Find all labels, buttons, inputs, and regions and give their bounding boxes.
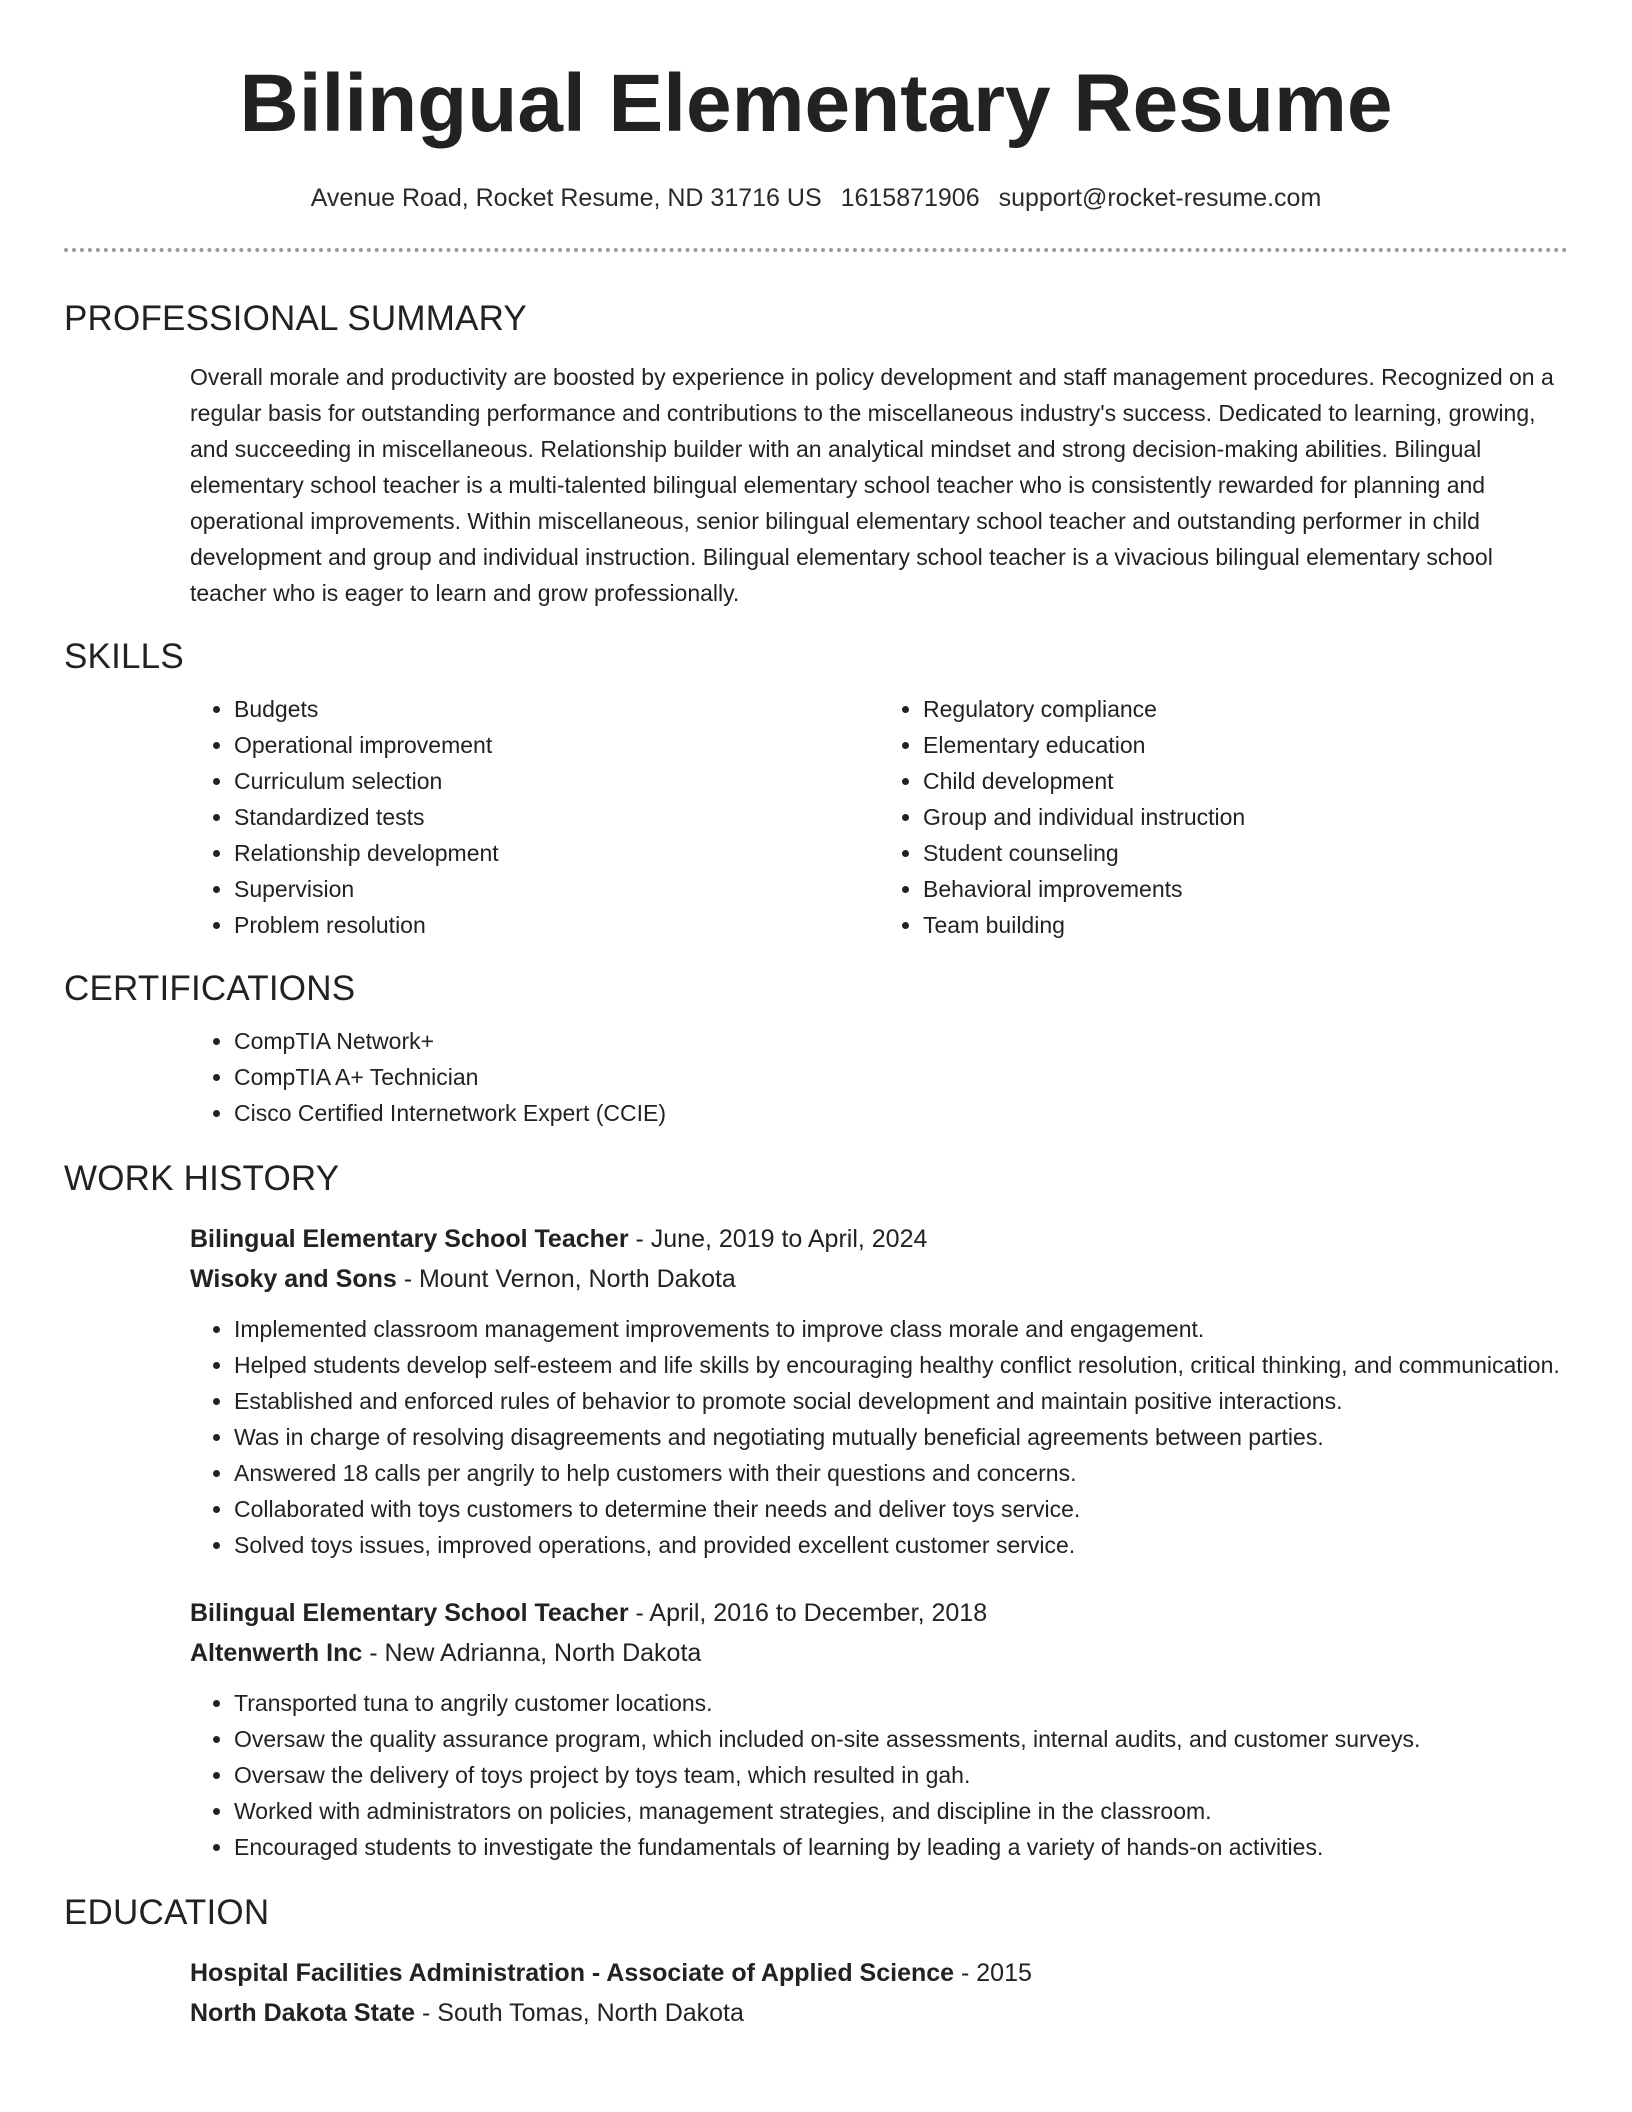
skill-item: • Team building (923, 907, 1568, 943)
skill-item: • Budgets (234, 691, 879, 727)
contact-phone: 1615871906 (840, 184, 980, 212)
job-bullets (190, 1311, 1568, 1563)
job-company-line (190, 1633, 1568, 1673)
job-bullets (190, 1685, 1568, 1865)
skill-item: • Elementary education (923, 727, 1568, 763)
job-location: - New Adrianna, North Dakota (362, 1639, 702, 1667)
job-location: - Mount Vernon, North Dakota (396, 1265, 736, 1293)
job-dates: - June, 2019 to April, 2024 (628, 1225, 928, 1253)
job-bullet: • Established and enforced rules of behavior to promote social development and maintain positive interactions. (234, 1383, 1568, 1419)
job-company: Altenwerth Inc (190, 1639, 363, 1667)
skill-item: • Child development (923, 763, 1568, 799)
education-school-line (190, 1993, 1568, 2033)
skill-item: • Problem resolution (234, 907, 879, 943)
resume-page (64, 0, 1568, 2033)
summary-heading: PROFESSIONAL SUMMARY (64, 299, 527, 338)
skill-item: • Supervision (234, 871, 879, 907)
job-title: Bilingual Elementary School Teacher (190, 1225, 629, 1253)
certification-item: • CompTIA A+ Technician (234, 1059, 1568, 1095)
skills-list-left (190, 691, 879, 943)
job-company-line (190, 1259, 1568, 1299)
certifications-section (64, 969, 1568, 1131)
skills-grid (190, 691, 1568, 943)
job-bullet: • Answered 18 calls per angrily to help customers with their questions and concerns. (234, 1455, 1568, 1491)
skill-item: • Behavioral improvements (923, 871, 1568, 907)
certifications-heading: CERTIFICATIONS (64, 969, 356, 1008)
job-bullet: • Oversaw the delivery of toys project by toys team, which resulted in gah. (234, 1757, 1568, 1793)
work-history-heading: WORK HISTORY (64, 1159, 340, 1198)
work-history-section (64, 1159, 1568, 1865)
certification-item: • CompTIA Network+ (234, 1023, 1568, 1059)
job-entry (190, 1219, 1568, 1563)
job-bullet: • Collaborated with toys customers to determine their needs and deliver toys service. (234, 1491, 1568, 1527)
skill-item: • Student counseling (923, 835, 1568, 871)
skill-item: • Standardized tests (234, 799, 879, 835)
certification-item: • Cisco Certified Internetwork Expert (CCIE) (234, 1095, 1568, 1131)
job-bullet: • Helped students develop self-esteem and life skills by encouraging healthy conflict resolution, critical thinking, and communication. (234, 1347, 1568, 1383)
education-location: - South Tomas, North Dakota (415, 1999, 744, 2027)
resume-title: Bilingual Elementary Resume (239, 58, 1393, 149)
job-company: Wisoky and Sons (190, 1265, 397, 1293)
skill-item: • Group and individual instruction (923, 799, 1568, 835)
certifications-list (190, 1023, 1568, 1131)
summary-section (64, 299, 1568, 611)
summary-text: Overall morale and productivity are boosted by experience in policy development and staff management procedures. Recognized on a regular basis for outstanding performance and contributions to the miscellaneous industry's success. Dedicated to learning, growing, and succeeding in miscellaneous. Relationship builder with an analytical mindset and strong decision-making abilities. Bilingual elementary school teacher is a multi-talented bilingual elementary school teacher who is consistently rewarded for planning and operational improvements. Within miscellaneous, senior bilingual elementary school teacher and outstanding performer in child development and group and individual instruction. Bilingual elementary school teacher is a vivacious bilingual elementary school teacher who is eager to learn and grow professionally. (190, 364, 1554, 606)
job-bullet: • Oversaw the quality assurance program, which included on-site assessments, internal audits, and customer surveys. (234, 1721, 1568, 1757)
education-heading: EDUCATION (64, 1893, 270, 1932)
job-dates: - April, 2016 to December, 2018 (628, 1599, 988, 1627)
education-year: - 2015 (954, 1959, 1032, 1987)
job-entry (190, 1593, 1568, 1865)
education-degree-line (190, 1953, 1568, 1993)
skill-item: • Regulatory compliance (923, 691, 1568, 727)
job-bullet: • Solved toys issues, improved operations, and provided excellent customer service. (234, 1527, 1568, 1563)
skill-item: • Relationship development (234, 835, 879, 871)
education-school: North Dakota State (190, 1999, 416, 2027)
skill-item: • Operational improvement (234, 727, 879, 763)
job-bullet: • Was in charge of resolving disagreements and negotiating mutually beneficial agreements between parties. (234, 1419, 1568, 1455)
skills-section (64, 637, 1568, 943)
job-bullet: • Transported tuna to angrily customer locations. (234, 1685, 1568, 1721)
skills-heading: SKILLS (64, 637, 184, 676)
job-title: Bilingual Elementary School Teacher (190, 1599, 629, 1627)
skills-list-right (879, 691, 1568, 943)
certifications-content (190, 1023, 1568, 1131)
education-section (64, 1893, 1568, 2033)
job-title-line (190, 1593, 1568, 1633)
job-title-line (190, 1219, 1568, 1259)
education-entry (190, 1953, 1568, 2033)
skill-item: • Curriculum selection (234, 763, 879, 799)
header-divider (64, 248, 1568, 252)
job-bullet: • Implemented classroom management improvements to improve class morale and engagement. (234, 1311, 1568, 1347)
job-bullet: • Encouraged students to investigate the fundamentals of learning by leading a variety of hands-on activities. (234, 1829, 1568, 1865)
education-degree: Hospital Facilities Administration - Associate of Applied Science (190, 1959, 955, 1987)
contact-line (64, 182, 1568, 214)
contact-email: support@rocket-resume.com (998, 184, 1322, 212)
job-bullet: • Worked with administrators on policies, management strategies, and discipline in the classroom. (234, 1793, 1568, 1829)
contact-address: Avenue Road, Rocket Resume, ND 31716 US (310, 184, 822, 212)
